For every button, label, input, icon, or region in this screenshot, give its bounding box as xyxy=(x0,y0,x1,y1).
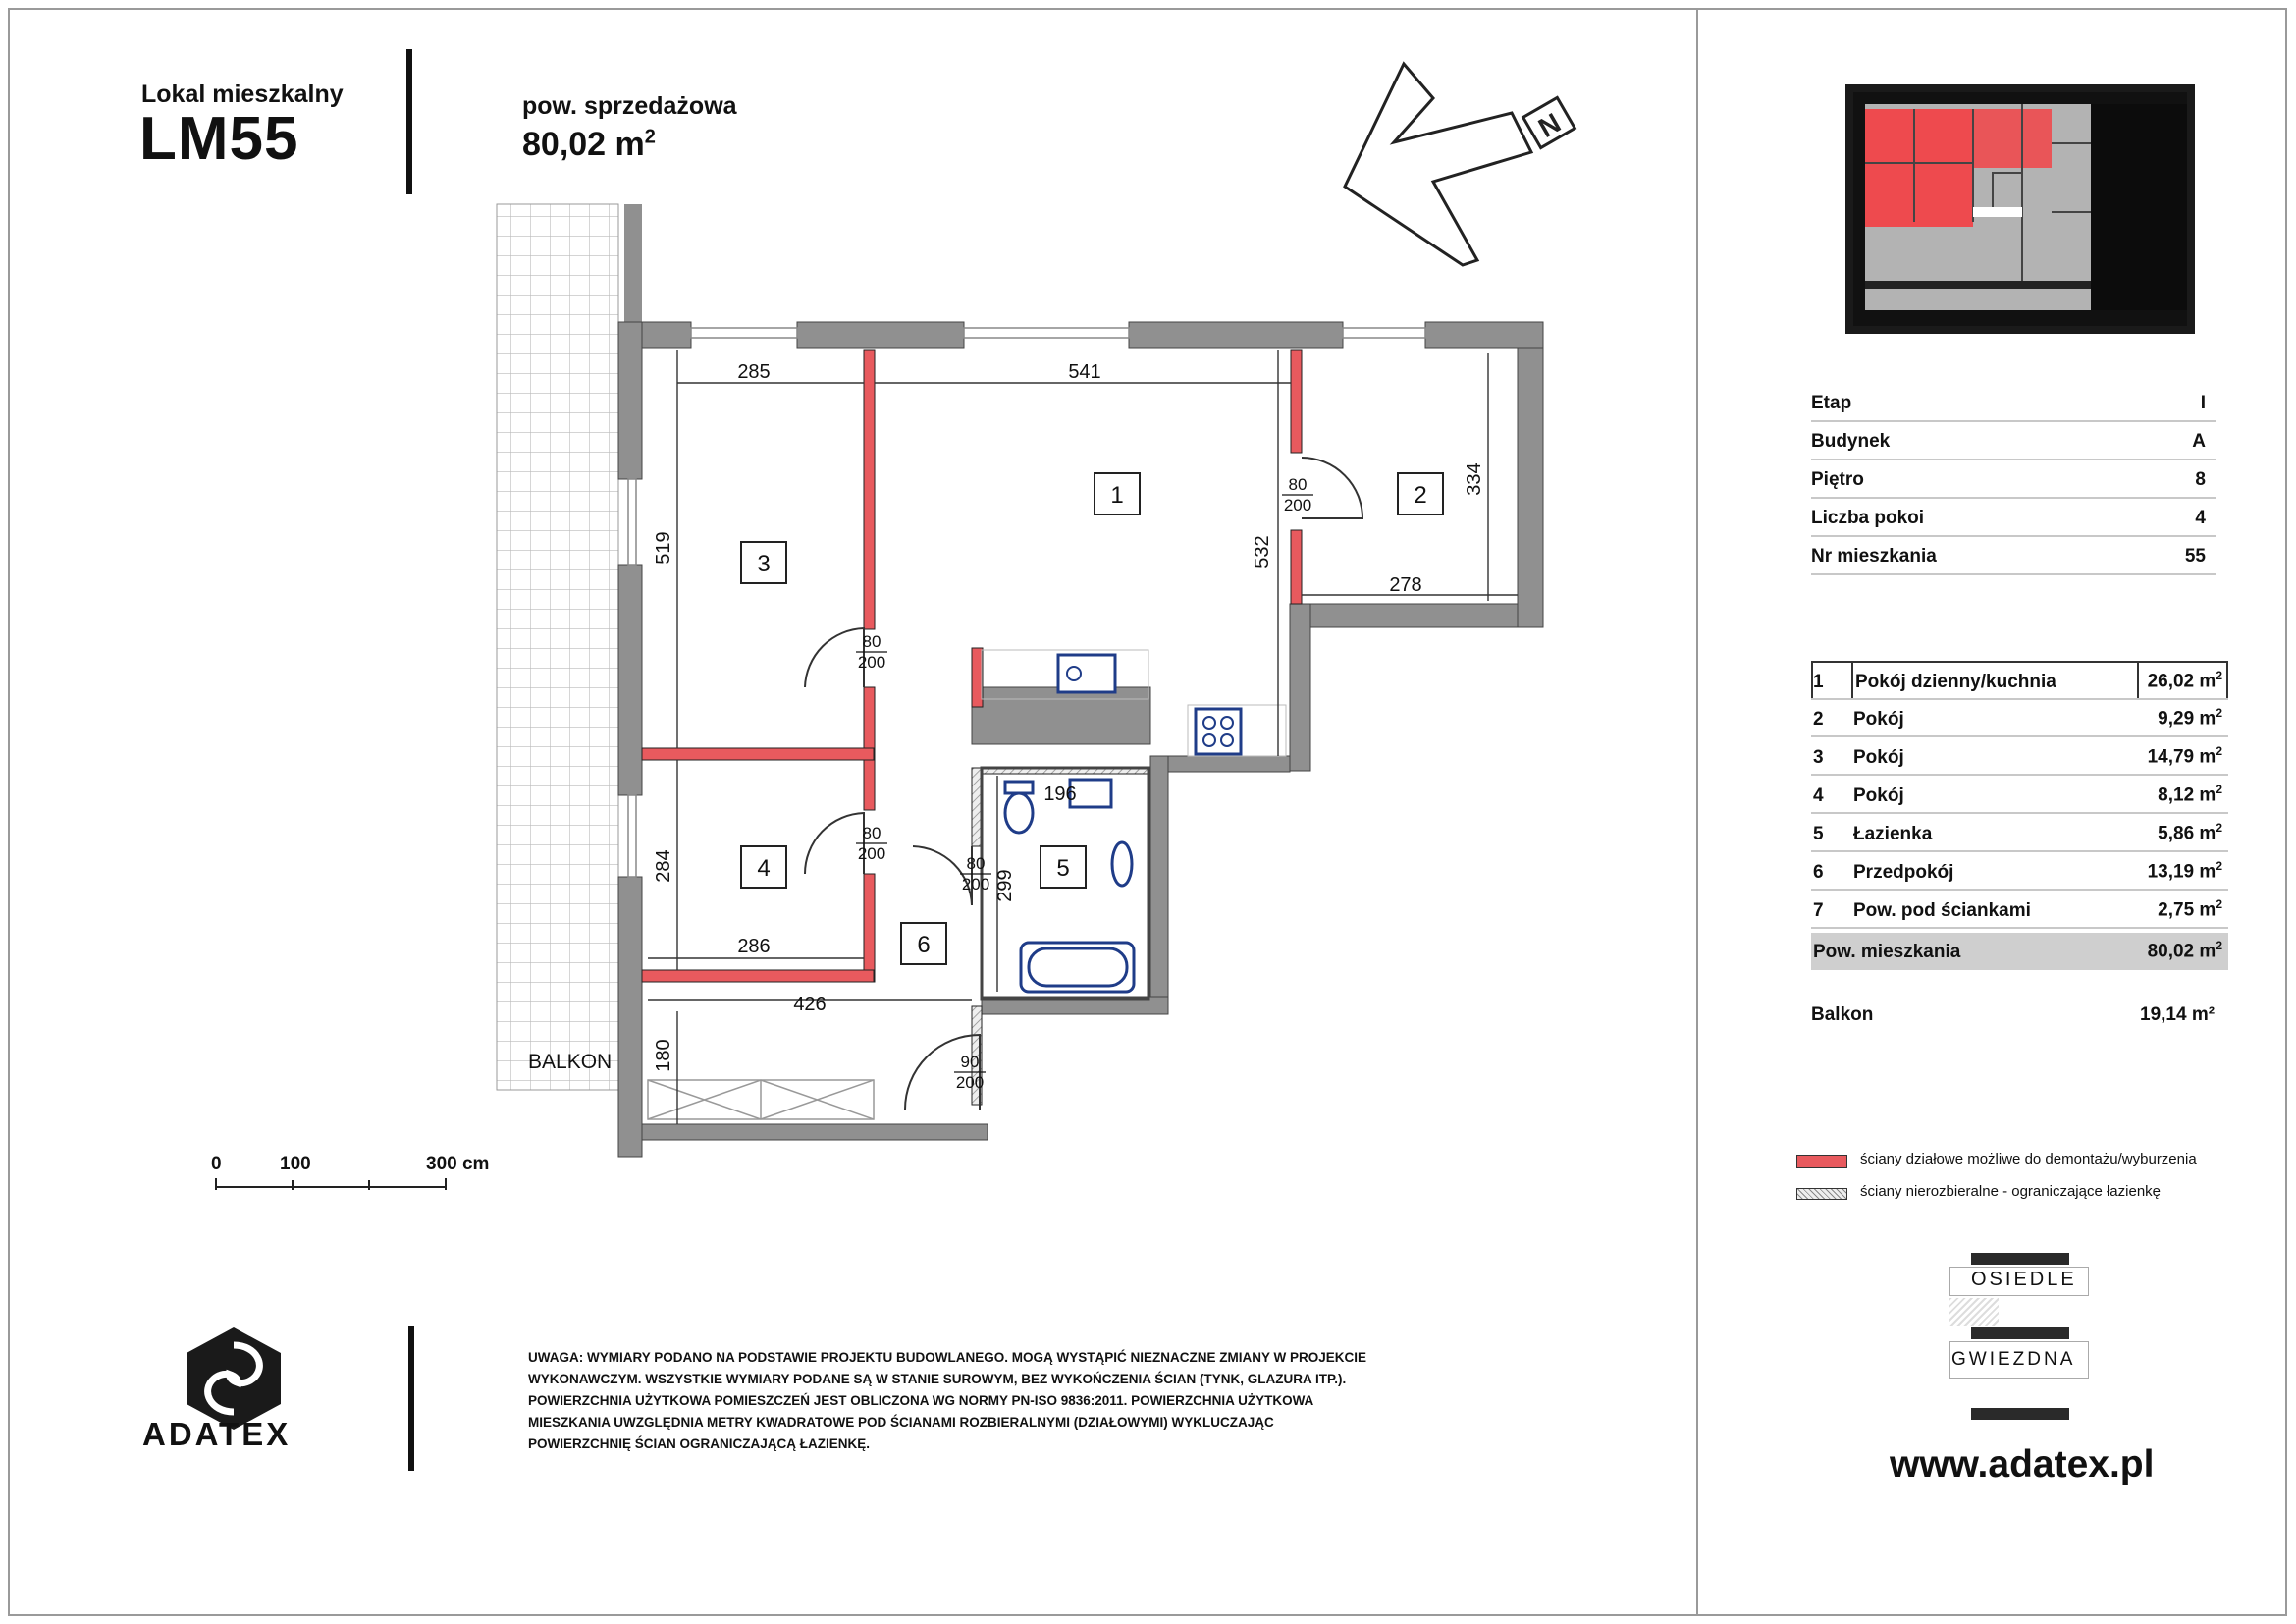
room-area xyxy=(2148,859,2222,883)
estate-logo-stripe xyxy=(1949,1298,1999,1326)
info-row xyxy=(1811,385,2216,422)
room-label-2: 2 xyxy=(1414,482,1427,509)
room-area-sup: 2 xyxy=(2216,897,2222,911)
room-area xyxy=(2158,821,2222,844)
info-value: 8 xyxy=(2195,469,2206,490)
notice-line-5: POWIERZCHNIĘ ŚCIAN OGRANICZAJĄCĄ ŁAZIENKĘ. xyxy=(528,1436,871,1451)
adatex-logo-text: ADATEX xyxy=(142,1416,292,1452)
dim-532: 532 xyxy=(1252,535,1273,568)
info-key: Nr mieszkania xyxy=(1811,546,1937,567)
room-area-sup: 2 xyxy=(2216,669,2222,682)
outer-walls xyxy=(618,322,1543,1157)
estate-logo-bar-bottom xyxy=(1971,1408,2069,1420)
balcony-label: BALKON xyxy=(528,1051,613,1073)
room-name: Pokój xyxy=(1853,709,1904,730)
estate-line2: GWIEZDNA xyxy=(1951,1349,2076,1370)
scale-tick-300: 300 cm xyxy=(426,1154,490,1174)
total-area xyxy=(2148,939,2222,962)
room-area xyxy=(2158,706,2222,730)
scale-bar xyxy=(216,1178,446,1190)
room-no: 5 xyxy=(1813,824,1824,844)
estate-logo-bar-top xyxy=(1971,1253,2069,1265)
balcony-rail xyxy=(624,204,642,327)
door-3-width: 80 xyxy=(862,632,881,651)
balcony-row-name: Balkon xyxy=(1811,1004,1874,1025)
room-label-5: 5 xyxy=(1056,855,1070,882)
notice-line-2: WYKONAWCZYM. WSZYSTKIE WYMIARY PODANE SĄ W STANIE SUROWYM, BEZ WYKOŃCZENIA ŚCIAN (TYNK, GLAZURA ITP.). xyxy=(528,1372,1347,1386)
room-no: 7 xyxy=(1813,900,1824,921)
balcony-floor xyxy=(497,204,618,1090)
room-row xyxy=(1811,663,2228,700)
dim-196: 196 xyxy=(1043,784,1077,805)
total-area-value: 80,02 m xyxy=(2147,941,2216,962)
legend-text-removable: ściany działowe możliwe do demontażu/wyburzenia xyxy=(1860,1151,2197,1167)
room-area xyxy=(2148,744,2222,768)
legend-swatch-bathroom xyxy=(1796,1188,1847,1200)
room-area-value: 8,12 m xyxy=(2158,785,2216,806)
info-row xyxy=(1811,538,2216,575)
info-row xyxy=(1811,461,2216,499)
door-entry-height: 200 xyxy=(955,1073,985,1092)
room-row xyxy=(1811,853,2228,891)
room-no: 6 xyxy=(1813,862,1824,883)
room-area xyxy=(2148,669,2222,692)
total-area-sup: 2 xyxy=(2216,939,2222,952)
info-value: 4 xyxy=(2195,508,2206,528)
room-area-value: 14,79 m xyxy=(2147,746,2216,768)
info-row xyxy=(1811,423,2216,460)
dim-286: 286 xyxy=(737,936,771,957)
total-name: Pow. mieszkania xyxy=(1813,942,1961,962)
room-area xyxy=(2158,897,2222,921)
room-area xyxy=(2158,783,2222,806)
north-label: N xyxy=(1532,107,1566,144)
room-label-3: 3 xyxy=(757,551,771,577)
room-area-sup: 2 xyxy=(2216,821,2222,835)
room-name: Pokój dzienny/kuchnia xyxy=(1855,672,2056,692)
door-entry-width: 90 xyxy=(960,1053,980,1071)
room-name: Pokój xyxy=(1853,785,1904,806)
room-area-value: 2,75 m xyxy=(2158,899,2216,921)
room-no: 2 xyxy=(1813,709,1824,730)
room-row xyxy=(1811,892,2228,929)
info-key: Liczba pokoi xyxy=(1811,508,1925,528)
footer-divider xyxy=(408,1326,414,1471)
unit-code: LM55 xyxy=(139,105,299,173)
room-area-sup: 2 xyxy=(2216,744,2222,758)
legend-swatch-removable xyxy=(1796,1155,1847,1168)
notice-line-1: UWAGA: WYMIARY PODANO NA PODSTAWIE PROJEKTU BUDOWLANEGO. MOGĄ WYSTĄPIĆ NIEZNACZNE ZMIANY W PROJEKCIE xyxy=(528,1350,1367,1365)
estate-logo-bar-mid xyxy=(1971,1327,2069,1339)
door-3-height: 200 xyxy=(857,653,886,672)
legend-text-bathroom: ściany nierozbieralne - ograniczające łazienkę xyxy=(1860,1183,2161,1200)
room-area-sup: 2 xyxy=(2216,783,2222,796)
room-area-value: 5,86 m xyxy=(2158,823,2216,844)
door-4-width: 80 xyxy=(862,824,881,842)
scale-tick-0: 0 xyxy=(211,1154,222,1174)
website-link[interactable]: www.adatex.pl xyxy=(1890,1443,2155,1486)
room-row xyxy=(1811,738,2228,776)
dim-284: 284 xyxy=(653,849,674,883)
info-row xyxy=(1811,500,2216,537)
info-key: Etap xyxy=(1811,393,1852,413)
notice-line-3: POWIERZCHNIA UŻYTKOWA POMIESZCZEŃ JEST OBLICZONA WG NORMY PN-ISO 9836:2011. POWIERZCHNIA UŻYTKOWA xyxy=(528,1393,1314,1408)
info-key: Piętro xyxy=(1811,469,1864,490)
dim-180: 180 xyxy=(653,1039,674,1072)
room-row xyxy=(1811,815,2228,852)
info-value: I xyxy=(2200,393,2206,413)
door-4-height: 200 xyxy=(857,844,886,863)
unit-type: Lokal mieszkalny xyxy=(141,81,344,108)
room-no: 3 xyxy=(1813,747,1824,768)
door-2-height: 200 xyxy=(1283,496,1312,514)
dim-278: 278 xyxy=(1389,574,1422,596)
closet xyxy=(648,1080,874,1119)
info-value: 55 xyxy=(2184,546,2206,567)
room-no: 1 xyxy=(1813,672,1824,692)
door-5-width: 80 xyxy=(966,854,986,873)
door-2-width: 80 xyxy=(1288,475,1308,494)
room-name: Pow. pod ściankami xyxy=(1853,900,2031,921)
total-row xyxy=(1811,933,2228,970)
dim-285: 285 xyxy=(737,361,771,383)
notice xyxy=(528,1347,1412,1455)
notice-line-4: MIESZKANIA UWZGLĘDNIA METRY KWADRATOWE POD ŚCIANAMI ROZBIERALNYMI (DZIAŁOWYMI) WYKLUCZAJĄC xyxy=(528,1415,1274,1430)
room-name: Pokój xyxy=(1853,747,1904,768)
door-5-height: 200 xyxy=(961,875,990,893)
area-label: pow. sprzedażowa xyxy=(522,92,737,120)
area-value-number: 80,02 m xyxy=(522,126,645,163)
room-row xyxy=(1811,777,2228,814)
dim-426: 426 xyxy=(793,994,827,1015)
room-name: Przedpokój xyxy=(1853,862,1954,883)
area-value-sup: 2 xyxy=(644,126,656,148)
panel-divider xyxy=(1696,8,1698,1616)
dim-541: 541 xyxy=(1068,361,1101,383)
room-area-value: 9,29 m xyxy=(2158,708,2216,730)
room-label-6: 6 xyxy=(917,932,931,958)
dim-299: 299 xyxy=(994,869,1016,902)
bathroom-walls xyxy=(972,768,1148,1105)
dim-334: 334 xyxy=(1464,462,1485,496)
room-area-sup: 2 xyxy=(2216,706,2222,720)
balcony-row-area: 19,14 m² xyxy=(2140,1004,2216,1025)
room-area-value: 26,02 m xyxy=(2147,671,2216,692)
scale-tick-100: 100 xyxy=(280,1154,311,1174)
info-value: A xyxy=(2192,431,2206,452)
room-name: Łazienka xyxy=(1853,824,1933,844)
room-row xyxy=(1811,700,2228,737)
key-plan xyxy=(1845,84,2195,334)
room-area-sup: 2 xyxy=(2216,859,2222,873)
info-key: Budynek xyxy=(1811,431,1891,452)
estate-line1: OSIEDLE xyxy=(1971,1269,2077,1290)
room-label-4: 4 xyxy=(757,855,771,882)
room-no: 4 xyxy=(1813,785,1824,806)
room-area-value: 13,19 m xyxy=(2147,861,2216,883)
room-label-1: 1 xyxy=(1110,482,1124,509)
dim-519: 519 xyxy=(653,531,674,565)
